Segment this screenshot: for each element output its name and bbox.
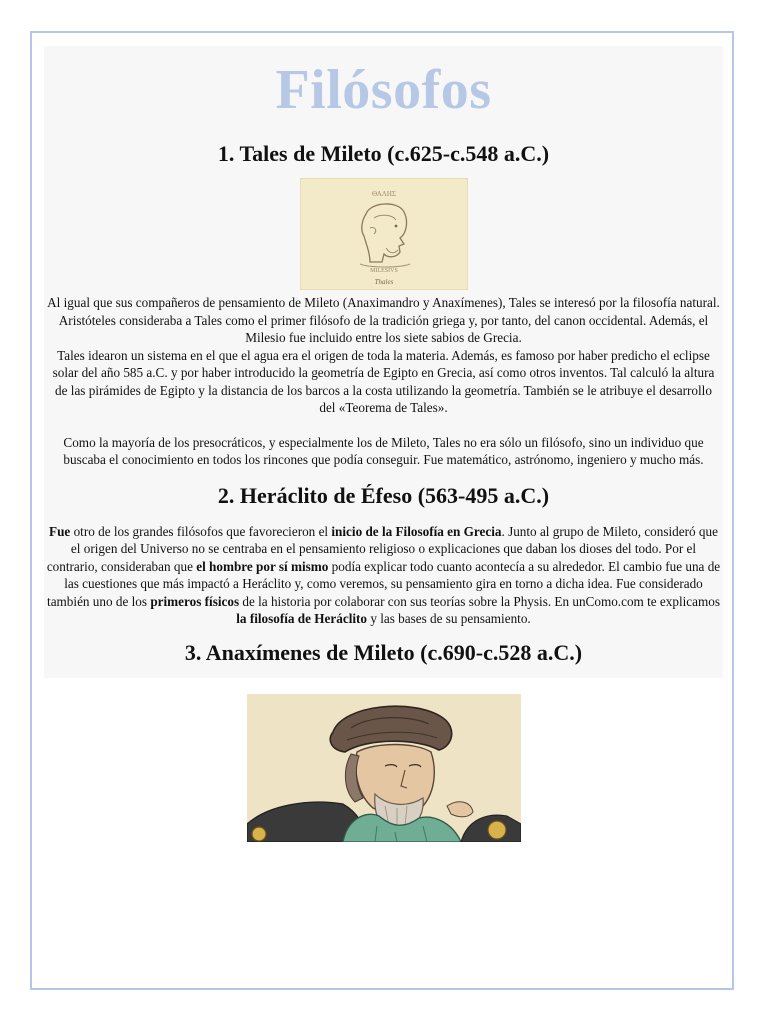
heraclito-text-segment: primeros físicos: [150, 593, 240, 609]
anaximenes-portrait-wrap: [44, 678, 723, 842]
section-heraclito-heading-wrap: [44, 469, 723, 523]
section-anaximenes-heading-wrap: [44, 628, 723, 678]
heraclito-text-segment: . Junto al grupo de Mileto, consideró que el origen del Universo no se centraba en el pensamiento religioso o explicaciones que daban los dioses del todo. Por el contrario, consideraban que: [46, 523, 718, 574]
heraclito-text-segment: otro de los grandes filósofos que favorecieron el: [70, 523, 332, 539]
section-tales-heading-wrap: [44, 134, 723, 174]
tales-paragraph-1a: Al igual que sus compañeros de pensamiento de Mileto (Anaximandro y Anaxímenes), Tales se interesó por la filosofía natural. Aristóteles consideraba a Tales como el primer filósofo de la tradición griega y, por tanto, del canon occidental. Además, el Milesio fue incluido entre los siete sabios de Grecia.: [47, 295, 720, 345]
heraclito-paragraph: [44, 523, 723, 628]
tales-paragraph-1b: Tales idearon un sistema en el que el agua era el origen de toda la materia. Además, es famoso por haber predicho el eclipse solar del año 585 a.C. y por haber introducido la geometría de Egipto en Grecia, así como otros inventos. Tal calculó la altura de las pirámides de Egipto y la distancia de los barcos a la costa utilizando la geometría. También se le atribuye el desarrollo del «Teorema de Tales».: [52, 347, 715, 415]
svg-text:MILESIVS: MILESIVS: [369, 268, 398, 274]
tales-portrait-caption: Thales: [374, 278, 393, 286]
section-anaximenes-heading: 3. Anaxímenes de Mileto (c.690-c.528 a.C.): [184, 639, 583, 665]
tales-portrait-wrap: [44, 174, 723, 294]
page-title: Filósofos: [275, 59, 492, 121]
heraclito-text-segment: la filosofía de Heráclito: [236, 611, 368, 626]
heraclito-text-segment: y las bases de su pensamiento.: [367, 611, 531, 626]
section-heraclito-heading: 2. Heráclito de Éfeso (563-495 a.C.): [217, 482, 550, 508]
heraclito-text-segment: podía explicar todo cuanto acontecía a su alrededor. El cambio fue una de las cuestiones que más impactó a Heráclito y, como veremos, su pensamiento gira en torno a dicha idea. Fue considerado también uno de los: [47, 558, 721, 609]
heraclito-text-segment: de la historia por colaborar con sus teorías sobre la Physis. En unComo.com te explicamos: [239, 593, 720, 609]
document-body: [44, 46, 723, 842]
heraclito-text-segment: inicio de la Filosofía en Grecia: [331, 523, 502, 539]
section-tales-heading: 1. Tales de Mileto (c.625-c.548 a.C.): [217, 141, 550, 166]
anaximenes-portrait-image: [247, 694, 521, 842]
tales-portrait-image: [300, 178, 468, 290]
document-shaded-block: [44, 46, 723, 678]
svg-text:ΘΑΛΗΣ: ΘΑΛΗΣ: [371, 190, 396, 198]
tales-paragraph-2: Como la mayoría de los presocráticos, y especialmente los de Mileto, Tales no era sólo un filósofo, sino un individuo que buscaba el conocimiento en todos los rincones que podía conseguir. Fue matemático, astrónomo, ingeniero y mucho más.: [63, 434, 704, 467]
paragraph-gap: [44, 417, 723, 434]
heraclito-text-segment: Fue: [49, 523, 71, 539]
heraclito-text-segment: el hombre por sí mismo: [196, 558, 329, 574]
